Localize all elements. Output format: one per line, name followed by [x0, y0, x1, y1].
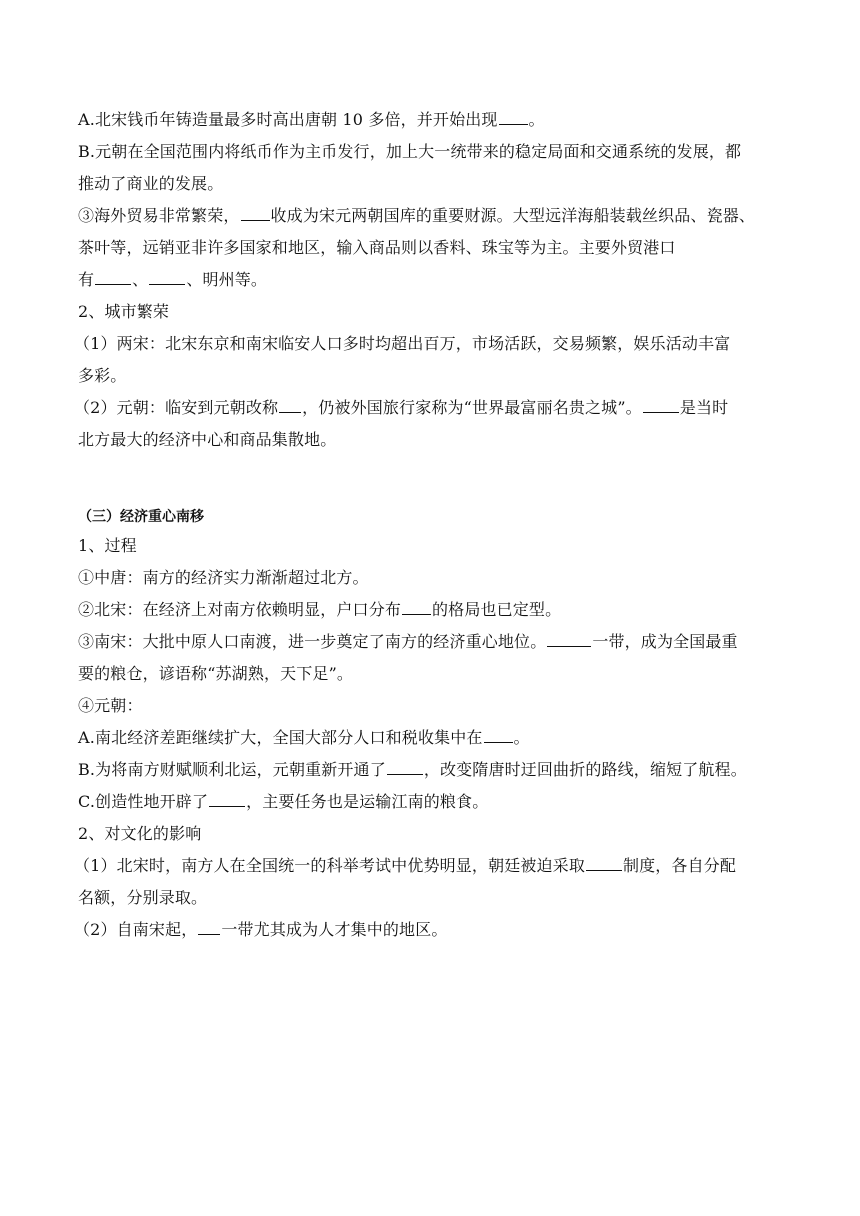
paper-money-item: A.北宋钱币年铸造量最多时高出唐朝 10 多倍，并开始出现 。 [78, 110, 545, 129]
answer-blank[interactable] [586, 855, 622, 871]
yuan-city-item: （2）元朝：临安到元朝改称 ，仍被外国旅行家称为“世界最富丽名贵之城”。 是当时 [74, 398, 729, 417]
yuan-c-item: C.创造性地开辟了 ，主要任务也是运输江南的粮食。 [78, 792, 489, 811]
south-song-item-cont: 要的粮仓，谚语称“苏湖熟，天下足”。 [78, 664, 354, 683]
process-title: 1、过程 [78, 536, 137, 555]
overseas-trade-item-cont: 茶叶等，远销亚非许多国家和地区，输入商品则以香料、珠宝等为主。主要外贸港口 [78, 238, 676, 257]
yuan-currency-item: B.元朝在全国范围内将纸币作为主币发行，加上大一统带来的稳定局面和交通系统的发展，都 [78, 142, 742, 161]
two-song-item: （1）两宋：北宋东京和南宋临安人口多时均超出百万，市场活跃，交易频繁，娱乐活动丰富 [74, 334, 731, 353]
answer-blank[interactable] [643, 397, 679, 413]
answer-blank[interactable] [198, 919, 220, 935]
yuan-city-item-cont: 北方最大的经济中心和商品集散地。 [78, 430, 337, 449]
paper-money-text: A.北宋钱币年铸造量最多时高出唐朝 10 多倍，并开始出现 [78, 110, 498, 129]
answer-blank[interactable] [209, 791, 245, 807]
yuan-dynasty-title: ④元朝： [78, 696, 143, 715]
south-song-item: ③南宋：大批中原人口南渡，进一步奠定了南方的经济重心地位。 一带，成为全国最重 [78, 632, 738, 651]
answer-blank[interactable] [279, 397, 301, 413]
answer-blank[interactable] [484, 727, 513, 743]
north-song-item: ②北宋：在经济上对南方依赖明显，户口分布 的格局也已定型。 [78, 600, 562, 619]
section-heading: （三）经济重心南移 [78, 509, 204, 525]
answer-blank[interactable] [241, 205, 270, 221]
worksheet-page [74, 104, 794, 946]
yuan-currency-item-cont: 推动了商业的发展。 [78, 174, 224, 193]
answer-blank[interactable] [149, 269, 185, 285]
answer-blank[interactable] [499, 109, 528, 125]
answer-blank[interactable] [547, 631, 591, 647]
answer-blank[interactable] [402, 599, 431, 615]
city-prosperity-title: 2、城市繁荣 [78, 302, 170, 321]
culture-item-1: （1）北宋时，南方人在全国统一的科举考试中优势明显，朝廷被迫采取 制度，各自分配 [74, 856, 737, 875]
culture-item-1-cont: 名额，分别录取。 [78, 888, 208, 907]
culture-title: 2、对文化的影响 [78, 824, 202, 843]
yuan-b-item: B.为将南方财赋顺利北运，元朝重新开通了 ，改变隋唐时迂回曲折的路线，缩短了航程。 [78, 760, 747, 779]
yuan-a-item: A.南北经济差距继续扩大，全国大部分人口和税收集中在 。 [78, 728, 530, 747]
culture-item-2: （2）自南宋起， 一带尤其成为人才集中的地区。 [74, 920, 448, 939]
overseas-trade-item: ③海外贸易非常繁荣， 收成为宋元两朝国库的重要财源。大型远洋海船装载丝织品、瓷器、 [78, 206, 756, 225]
overseas-trade-ports: 有 、 、明州等。 [78, 270, 268, 289]
answer-blank[interactable] [95, 269, 131, 285]
spacer [78, 456, 794, 490]
mid-tang-item: ①中唐：南方的经济实力渐渐超过北方。 [78, 568, 369, 587]
answer-blank[interactable] [387, 759, 423, 775]
two-song-item-cont: 多彩。 [78, 366, 127, 385]
